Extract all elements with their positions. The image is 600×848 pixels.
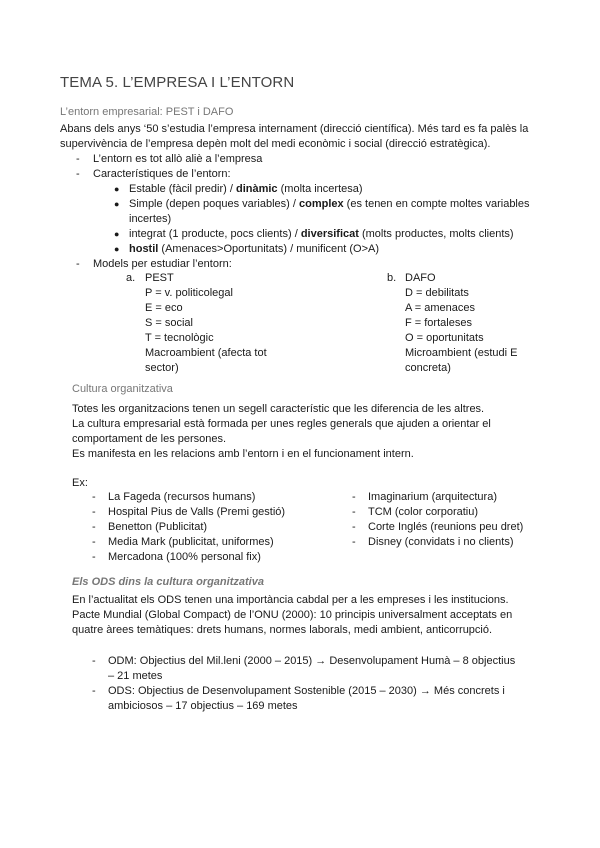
example-item: Imaginarium (arquitectura) (368, 491, 497, 503)
list-item-caracteristiques: Característiques de l’entorn: (93, 168, 231, 180)
dafo-line: F = fortaleses (405, 317, 472, 329)
dash-marker: - (76, 153, 80, 165)
dafo-line: concreta) (405, 362, 451, 374)
ods-para-line: Pacte Mundial (Global Compact) de l’ONU (2000): 10 principis universalment acceptats en (72, 609, 513, 621)
dash-marker: - (92, 521, 96, 533)
dafo-line: O = oportunitats (405, 332, 484, 344)
bullet-hostil: hostil (Amenaces>Oportunitats) / munificent (O>A) (129, 243, 380, 255)
odm-item-cont: – 21 metes (108, 670, 163, 682)
list-item-models: Models per estudiar l’entorn: (93, 258, 232, 270)
dash-marker: - (352, 506, 356, 518)
odm-item: ODM: Objectius del Mil.leni (2000 – 2015) → Desenvolupament Humà – 8 objectius (108, 655, 516, 667)
dafo-line: DAFO (405, 272, 436, 284)
cultura-line: Totes les organitzacions tenen un segell característic que les diferencia de les altres. (72, 403, 485, 415)
list-item-entorn: L’entorn es tot allò aliè a l’empresa (93, 153, 263, 165)
bullet-simple: Simple (depen poques variables) / complex (es tenen en compte moltes variables (129, 198, 530, 210)
pest-line: S = social (145, 317, 193, 329)
example-item: Media Mark (publicitat, uniformes) (108, 536, 274, 548)
example-item: TCM (color corporatiu) (368, 506, 479, 518)
dafo-line: Microambient (estudi E (405, 347, 518, 359)
pest-line: Macroambient (afecta tot (145, 347, 267, 359)
dafo-line: D = debilitats (405, 287, 469, 299)
section-heading-entorn: L’entorn empresarial: PEST i DAFO (60, 106, 234, 118)
intro-line-1: Abans dels anys ‘50 s’estudia l’empresa internament (direcció científica). Més tard es fa palès la (60, 123, 529, 135)
dash-marker: - (76, 258, 80, 270)
page-title: TEMA 5. L’EMPRESA I L’ENTORN (60, 74, 295, 91)
cultura-line: La cultura empresarial està formada per unes regles generals que ajuden a orientar el (72, 418, 491, 430)
dash-marker: - (92, 506, 96, 518)
dash-marker: - (92, 655, 96, 667)
pest-line: sector) (145, 362, 179, 374)
ods-para-line: quatre àrees temàtiques: drets humans, normes laborals, medi ambient, anticorrupció. (72, 624, 493, 636)
bullet-icon: ● (114, 229, 120, 239)
bullet-integrat: integrat (1 producte, pocs clients) / diversificat (molts productes, molts clients) (129, 228, 514, 240)
example-item: Disney (convidats i no clients) (368, 536, 514, 548)
example-item: Hospital Pius de Valls (Premi gestió) (108, 506, 286, 518)
pest-marker: a. (126, 272, 136, 284)
dash-marker: - (352, 521, 356, 533)
pest-line: E = eco (145, 302, 183, 314)
bullet-icon: ● (114, 199, 120, 209)
section-heading-ods: Els ODS dins la cultura organitzativa (72, 576, 264, 588)
example-item: Corte Inglés (reunions peu dret) (368, 521, 524, 533)
ods-item: ODS: Objectius de Desenvolupament Sostenible (2015 – 2030) → Més concrets i (108, 685, 505, 697)
bullet-icon: ● (114, 244, 120, 254)
ods-item-cont: ambiciosos – 17 objectius – 169 metes (108, 700, 298, 712)
examples-label: Ex: (72, 477, 88, 489)
example-item: Mercadona (100% personal fix) (108, 551, 261, 563)
dash-marker: - (92, 536, 96, 548)
section-heading-cultura: Cultura organitzativa (72, 383, 173, 395)
dash-marker: - (92, 551, 96, 563)
pest-line: PEST (145, 272, 174, 284)
pest-line: P = v. politicolegal (145, 287, 233, 299)
bullet-simple-cont: incertes) (129, 213, 172, 225)
dash-marker: - (352, 536, 356, 548)
example-item: La Fageda (recursos humans) (108, 491, 256, 503)
cultura-line: comportament de les persones. (72, 433, 227, 445)
dash-marker: - (76, 168, 80, 180)
cultura-line: Es manifesta en les relacions amb l’entorn i en el funcionament intern. (72, 448, 414, 460)
dafo-marker: b. (387, 272, 397, 284)
ods-para-line: En l’actualitat els ODS tenen una importància cabdal per a les empreses i les institucions. (72, 594, 509, 606)
dafo-line: A = amenaces (405, 302, 476, 314)
bullet-icon: ● (114, 184, 120, 194)
dash-marker: - (352, 491, 356, 503)
bullet-estable: Estable (fàcil predir) / dinàmic (molta incertesa) (129, 183, 363, 195)
dash-marker: - (92, 491, 96, 503)
example-item: Benetton (Publicitat) (108, 521, 208, 533)
pest-line: T = tecnològic (145, 332, 214, 344)
dash-marker: - (92, 685, 96, 697)
intro-line-2: supervivència de l’empresa depèn molt del medi econòmic i social (direcció estratègica). (60, 138, 491, 150)
